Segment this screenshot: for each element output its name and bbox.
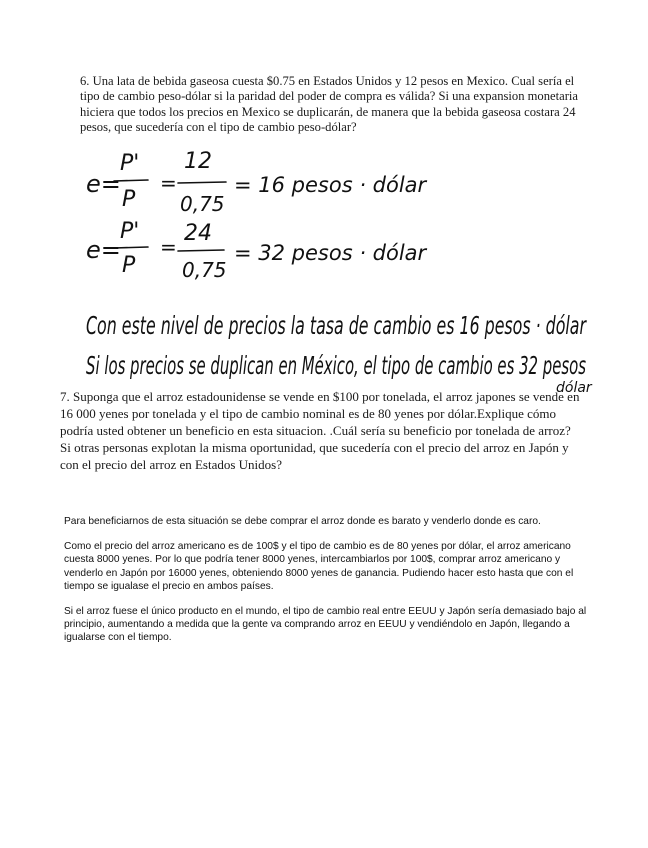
eq1-denominator-1: P: [122, 187, 136, 212]
eq1-fraction-bar-1: [114, 180, 148, 181]
eq1-result: = 16 pesos · dólar: [234, 173, 427, 197]
answer-paragraph-2: Como el precio del arroz americano es de 100$ y el tipo de cambio es de 80 yenes por dólar, el arroz americano cuesta 8000 yenes. Por lo que podría tener 8000 yenes, intercambiarlos por 100$, comprar arroz americano y venderlo en Japón por 16000 yenes, obteniendo 8000 yenes de ganancia. Pudiendo hacer esto hasta que con el tiempo se igualase el precio en ambos países.: [64, 541, 574, 592]
answer-paragraph-1: Para beneficiarnos de esta situación se debe comprar el arroz donde es barato y venderlo donde es caro.: [64, 516, 541, 527]
answer-paragraph-3: Si el arroz fuese el único producto en el mundo, el tipo de cambio real entre EEUU y Japón sería demasiado bajo al principio, aumentando a medida que la gente va comprando arroz en EEUU y vendiéndolo en Japón, llegando a igualarse con el tiempo.: [64, 606, 587, 644]
handwritten-equation-2: [86, 219, 428, 282]
handwritten-line-2-tail: dólar: [556, 380, 592, 396]
eq2-denominator-2: 0,75: [182, 258, 227, 282]
eq2-lhs: e=: [86, 236, 121, 264]
handwritten-equation-1: [86, 149, 428, 216]
eq1-denominator-2: 0,75: [180, 192, 225, 216]
eq1-lhs: e=: [86, 170, 121, 198]
eq2-equals: =: [160, 235, 177, 259]
handwritten-line-1: Con este nivel de precios la tasa de cambio es 16 pesos · dólar: [86, 311, 588, 340]
eq2-numerator-2: 24: [184, 221, 212, 246]
eq2-denominator-1: P: [122, 253, 136, 278]
eq1-equals: =: [160, 171, 177, 195]
eq2-numerator-1: P': [120, 219, 140, 244]
eq1-numerator-1: P': [120, 151, 140, 176]
eq1-numerator-2: 12: [184, 149, 212, 174]
eq1-fraction-bar-2: [178, 182, 226, 183]
eq2-fraction-bar-2: [178, 250, 224, 251]
eq2-fraction-bar-1: [114, 247, 148, 248]
handwritten-line-2: Si los precios se duplican en México, el tipo de cambio es 32 pesos: [86, 351, 587, 380]
question-7-text: 7. Suponga que el arroz estadounidense se vende en $100 por tonelada, el arroz japones se vende en 16 000 yenes por tonelada y el tipo de cambio nominal es de 80 yenes por dólar.Explique cómo podría usted obtener un beneficio en esta situacion. .Cuál sería su beneficio por tonelada de arroz? Si otras personas explotan la misma oportunidad, que sucedería con el precio del arroz en Japón y con el precio del arroz en Estados Unidos?: [60, 389, 580, 472]
answer-7: [64, 515, 594, 657]
eq2-result: = 32 pesos · dólar: [234, 241, 427, 265]
question-6-text: 6. Una lata de bebida gaseosa cuesta $0.75 en Estados Unidos y 12 pesos en Mexico. Cual sería el tipo de cambio peso-dólar si la paridad del poder de compra es válida? Si una expansion monetaria hiciera que todos los precios en Mexico se duplicarán, de manera que la bebida gaseosa costara 24 pesos, que sucedería con el tipo de cambio peso-dólar?: [80, 74, 578, 135]
